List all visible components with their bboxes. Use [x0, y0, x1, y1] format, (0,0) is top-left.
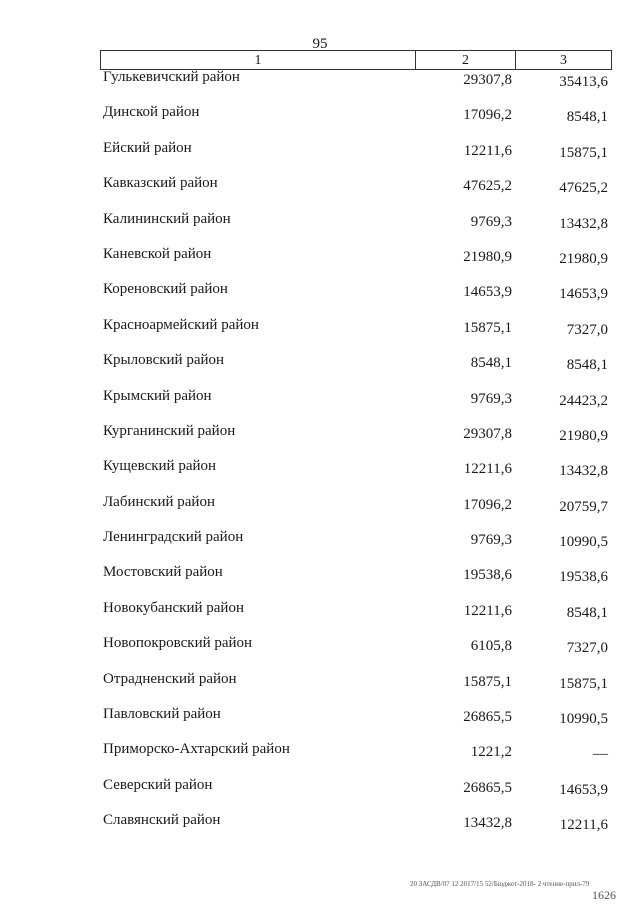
row-name: Кавказский район [103, 175, 218, 192]
row-name: Гулькевичский район [103, 69, 240, 85]
table-row [0, 453, 640, 488]
row-value-col-2: 19538,6 [463, 567, 512, 584]
row-name: Ленинградский район [103, 529, 244, 546]
row-value-col-3: 14653,9 [559, 781, 608, 798]
row-value-col-2: 47625,2 [463, 178, 512, 195]
row-value-col-3: 20759,7 [559, 498, 608, 515]
page-number: 95 [312, 36, 328, 52]
row-value-col-2: 21980,9 [463, 248, 512, 265]
row-value-col-3: — [593, 746, 608, 763]
row-value-col-3: 47625,2 [559, 180, 608, 197]
row-value-col-2: 29307,8 [463, 425, 512, 442]
row-value-col-2: 13432,8 [463, 815, 512, 832]
row-value-col-2: 29307,8 [463, 72, 512, 88]
row-value-col-2: 26865,5 [463, 779, 512, 796]
row-name: Новокубанский район [103, 599, 244, 616]
table-row [0, 383, 640, 418]
row-name: Мостовский район [103, 564, 223, 581]
row-value-col-2: 14653,9 [463, 284, 512, 301]
table-row [0, 559, 640, 594]
row-value-col-3: 21980,9 [559, 427, 608, 444]
row-value-col-2: 9769,3 [470, 390, 512, 407]
row-value-col-2: 8548,1 [470, 355, 512, 372]
table-row [0, 312, 640, 347]
row-value-col-3: 13432,8 [559, 463, 608, 480]
row-value-col-3: 12211,6 [559, 817, 608, 834]
row-value-col-3: 8548,1 [566, 604, 608, 621]
row-name: Новопокровский район [103, 635, 253, 652]
row-value-col-3: 19538,6 [559, 569, 608, 586]
corner-mark: 1626 [592, 888, 616, 902]
row-name: Павловский район [103, 706, 221, 723]
table-row [0, 241, 640, 276]
row-value-col-3: 10990,5 [559, 534, 608, 551]
table-row [0, 418, 640, 453]
row-name: Крымский район [103, 387, 212, 404]
row-value-col-3: 15875,1 [559, 675, 608, 692]
table-row [0, 276, 640, 311]
table-row [0, 206, 640, 241]
row-value-col-3: 13432,8 [559, 215, 608, 232]
header-col-1: 1 [101, 51, 416, 69]
row-value-col-3: 15875,1 [559, 144, 608, 161]
table-row [0, 347, 640, 382]
table-body [0, 64, 640, 843]
row-name: Северский район [103, 776, 213, 793]
table-row [0, 99, 640, 134]
row-name: Славянский район [103, 812, 221, 829]
row-value-col-3: 24423,2 [559, 392, 608, 409]
table-row [0, 595, 640, 630]
table-row [0, 489, 640, 524]
row-value-col-2: 12211,6 [463, 602, 512, 619]
row-value-col-3: 21980,9 [559, 250, 608, 267]
row-name: Динской район [103, 104, 200, 121]
row-value-col-3: 8548,1 [566, 357, 608, 374]
row-name: Приморско-Ахтарский район [103, 741, 290, 758]
row-value-col-2: 17096,2 [463, 496, 512, 513]
row-value-col-3: 35413,6 [559, 74, 608, 90]
table-row [0, 666, 640, 701]
table-row [0, 807, 640, 842]
table-row [0, 524, 640, 559]
row-name: Кущевский район [103, 458, 217, 475]
row-value-col-3: 14653,9 [559, 286, 608, 303]
table-row [0, 736, 640, 771]
row-value-col-2: 12211,6 [463, 461, 512, 478]
row-value-col-2: 26865,5 [463, 709, 512, 726]
row-name: Крыловский район [103, 352, 225, 369]
row-value-col-3: 7327,0 [566, 321, 608, 338]
row-value-col-3: 7327,0 [566, 640, 608, 657]
row-value-col-2: 12211,6 [463, 142, 512, 159]
row-value-col-2: 17096,2 [463, 107, 512, 124]
row-value-col-3: 8548,1 [566, 109, 608, 126]
table-row [0, 64, 640, 99]
row-name: Лабинский район [103, 493, 215, 510]
row-name: Кореновский район [103, 281, 228, 298]
table-row [0, 630, 640, 665]
row-value-col-2: 15875,1 [463, 319, 512, 336]
row-name: Красноармейский район [103, 316, 259, 333]
table-row [0, 170, 640, 205]
table-row [0, 135, 640, 170]
footer-text: 20 ЗАСДВ/07 12 2017/15 52/Бюджет-2018- 2 чтение-прил-79 [410, 880, 590, 888]
row-name: Курганинский район [103, 422, 236, 439]
row-value-col-2: 9769,3 [470, 532, 512, 549]
row-name: Ейский район [103, 139, 192, 156]
header-col-3: 3 [560, 53, 567, 68]
row-value-col-2: 1221,2 [470, 744, 512, 761]
row-value-col-2: 15875,1 [463, 673, 512, 690]
table-row [0, 772, 640, 807]
row-value-col-2: 9769,3 [470, 213, 512, 230]
header-col-2: 2 [416, 51, 516, 69]
row-value-col-2: 6105,8 [470, 638, 512, 655]
row-name: Каневской район [103, 245, 212, 262]
row-name: Отрадненский район [103, 670, 237, 687]
row-name: Калининский район [103, 210, 231, 227]
row-value-col-3: 10990,5 [559, 711, 608, 728]
table-row [0, 701, 640, 736]
